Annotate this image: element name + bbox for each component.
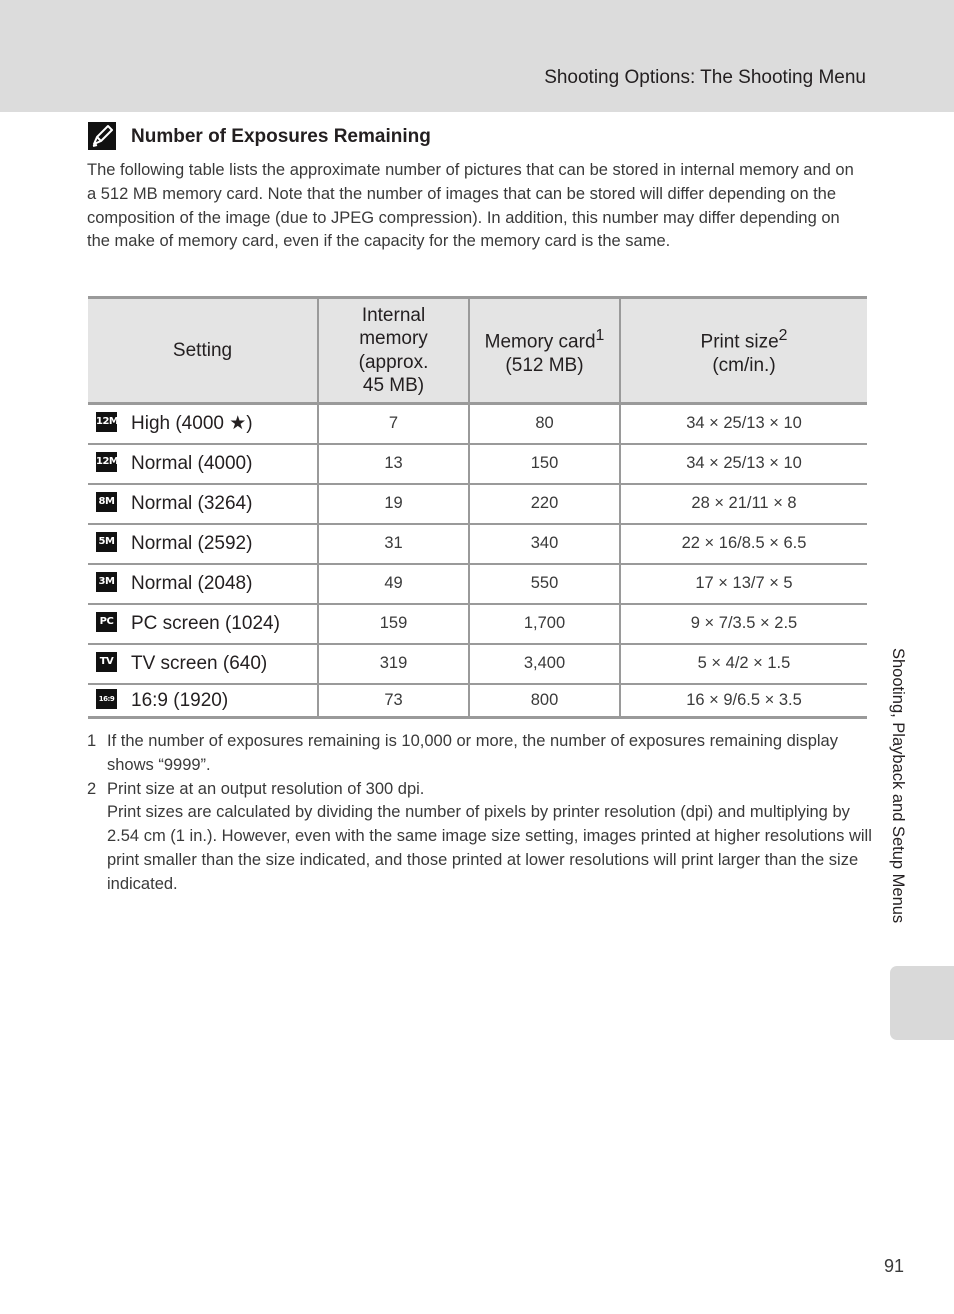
footnote-number: 2 <box>87 779 97 798</box>
exposures-table <box>88 296 867 719</box>
setting-label: Normal (4000) <box>131 453 253 474</box>
image-mode-icon <box>96 612 117 632</box>
cell-internal-memory: 13 <box>318 444 469 484</box>
table-row <box>88 524 867 564</box>
cell-setting <box>88 644 318 684</box>
image-mode-icon <box>96 492 117 512</box>
cell-print-size: 28 × 21/11 × 8 <box>620 484 867 524</box>
image-mode-icon-text: 16:9 <box>98 694 115 703</box>
header-setting: Setting <box>88 298 318 404</box>
image-mode-icon <box>96 689 117 709</box>
header-internal-memory: Internal memory (approx. 45 MB) <box>318 298 469 404</box>
image-mode-icon <box>96 412 117 432</box>
footnote-text: Print size at an output resolution of 300 dpi. <box>107 779 425 798</box>
cell-internal-memory: 73 <box>318 684 469 718</box>
table-row <box>88 444 867 484</box>
cell-print-size: 9 × 7/3.5 × 2.5 <box>620 604 867 644</box>
cell-internal-memory: 49 <box>318 564 469 604</box>
cell-internal-memory: 7 <box>318 404 469 444</box>
image-mode-icon-text: PC <box>99 616 114 627</box>
cell-setting <box>88 484 318 524</box>
setting-label: PC screen (1024) <box>131 613 280 634</box>
cell-internal-memory: 19 <box>318 484 469 524</box>
table-row <box>88 684 867 718</box>
cell-setting <box>88 524 318 564</box>
cell-internal-memory: 159 <box>318 604 469 644</box>
cell-print-size: 34 × 25/13 × 10 <box>620 444 867 484</box>
footnote-text: Print sizes are calculated by dividing the number of pixels by printer resolution (dpi) and multiplying by 2.54 cm (1 in.). However, even with the same image size setting, images printed at higher resolutions will print smaller than the size indicated, and those printed at lower resolutions will print larger than the size indicated. <box>107 803 872 893</box>
table-row <box>88 404 867 444</box>
image-mode-icon <box>96 572 117 592</box>
cell-setting <box>88 444 318 484</box>
image-mode-icon-text: TV <box>99 656 114 667</box>
image-mode-icon-text: 12M <box>96 416 119 428</box>
cell-memory-card: 800 <box>469 684 620 718</box>
image-mode-icon-text: 12M <box>96 456 119 467</box>
chapter-side-label: Shooting, Playback and Setup Menus <box>889 648 907 924</box>
table-header-row <box>88 298 867 404</box>
image-mode-icon <box>96 532 117 552</box>
header-band <box>0 0 954 112</box>
cell-print-size: 34 × 25/13 × 10 <box>620 404 867 444</box>
cell-print-size: 5 × 4/2 × 1.5 <box>620 644 867 684</box>
footnote-ref-1: 1 <box>595 326 605 344</box>
cell-memory-card: 80 <box>469 404 620 444</box>
footnote-1 <box>87 730 877 778</box>
chapter-tab <box>890 966 954 1040</box>
cell-print-size: 16 × 9/6.5 × 3.5 <box>620 684 867 718</box>
cell-memory-card: 150 <box>469 444 620 484</box>
footnote-text: If the number of exposures remaining is 10,000 or more, the number of exposures remaining display shows “9999”. <box>107 732 838 774</box>
table-row <box>88 484 867 524</box>
cell-setting <box>88 404 318 444</box>
image-mode-icon-text: 5M <box>98 536 115 547</box>
cell-memory-card: 3,400 <box>469 644 620 684</box>
table-row <box>88 604 867 644</box>
cell-print-size: 17 × 13/7 × 5 <box>620 564 867 604</box>
cell-internal-memory: 31 <box>318 524 469 564</box>
setting-label: 16:9 (1920) <box>131 689 229 711</box>
image-mode-icon-text: 8M <box>98 496 115 507</box>
page-number: 91 <box>883 1256 904 1276</box>
note-pencil-icon <box>88 122 116 150</box>
image-mode-icon <box>96 652 117 672</box>
footnote-2 <box>87 778 877 897</box>
setting-label: Normal (3264) <box>131 493 253 514</box>
cell-setting <box>88 604 318 644</box>
footnotes <box>87 730 877 897</box>
table-row <box>88 644 867 684</box>
header-memory-card: Memory card$^1$ (512 MB) <box>469 298 620 404</box>
setting-label: TV screen (640) <box>131 653 268 674</box>
cell-print-size: 22 × 16/8.5 × 6.5 <box>620 524 867 564</box>
cell-memory-card: 1,700 <box>469 604 620 644</box>
page-header-title: Shooting Options: The Shooting Menu <box>544 67 866 88</box>
footnote-number: 1 <box>87 732 97 750</box>
setting-label: Normal (2592) <box>131 533 253 554</box>
cell-setting <box>88 684 318 718</box>
cell-memory-card: 220 <box>469 484 620 524</box>
image-mode-icon-text: 3M <box>98 576 115 587</box>
setting-label: Normal (2048) <box>131 573 253 594</box>
cell-memory-card: 340 <box>469 524 620 564</box>
intro-paragraph: The following table lists the approximate number of pictures that can be stored in internal memory and on a 512 MB memory card. Note that the number of images that can be stored will differ depending on the composition of the image (due to JPEG compression). In addition, this number may differ depending on the make of memory card, even if the capacity for the memory card is the same. <box>87 161 854 251</box>
header-print-size: Print size$^2$ (cm/in.) <box>620 298 867 404</box>
table-row <box>88 564 867 604</box>
image-mode-icon <box>96 452 117 472</box>
cell-setting <box>88 564 318 604</box>
setting-label: High (4000 ★) <box>131 413 253 435</box>
cell-memory-card: 550 <box>469 564 620 604</box>
section-title: Number of Exposures Remaining <box>131 126 431 147</box>
footnote-ref-2: 2 <box>778 326 788 344</box>
cell-internal-memory: 319 <box>318 644 469 684</box>
